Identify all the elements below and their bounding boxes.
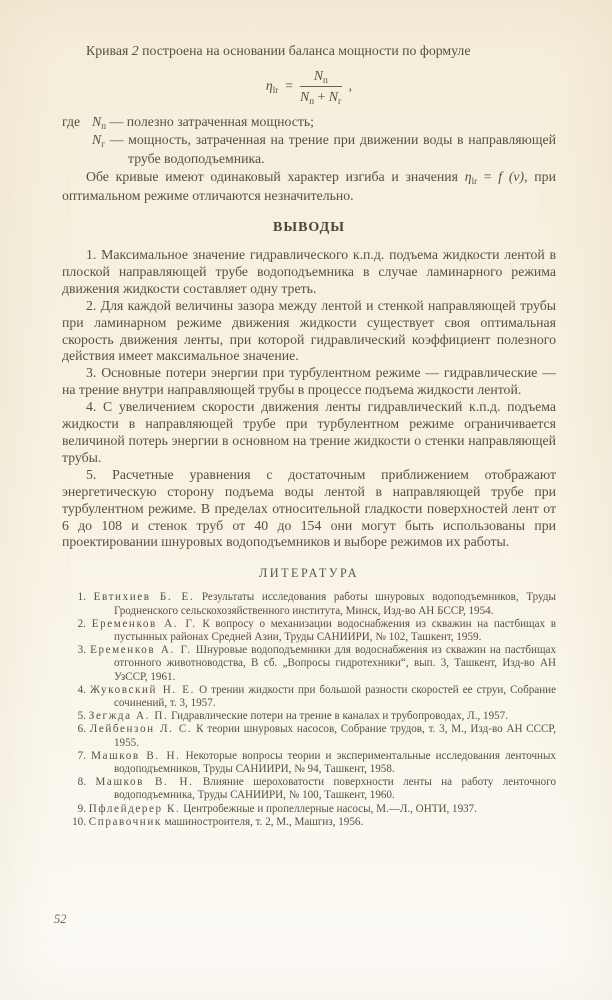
fraction [300, 68, 342, 105]
ref-number: 6. [77, 723, 86, 736]
ref-text: Гидравлические потери на трение в каналах и трубопроводах, Л., 1957. [171, 710, 508, 723]
reference-item [62, 776, 556, 802]
conclusion-item: 1. Максимальное значение гидравлического к.п.д. подъема жидкости лентой в плоской направляющей трубе водоподъемника в случае ламинарного режима движения жидкости составляет одну треть. [62, 247, 556, 296]
ref-author: Справочник [88, 815, 162, 828]
reference-item [62, 644, 556, 684]
intro-post: построена на основании баланса мощности по формуле [142, 43, 471, 58]
reference-item [62, 710, 556, 723]
reference-item [62, 816, 556, 829]
conclusion-item: 4. С увеличением скорости движения ленты гидравлический к.п.д. подъема жидкости в направляющей трубе при турбулентном режиме ограничивается величиной потерь энергии в основном на трение жидкости о стенки направляющей трубы. [62, 399, 556, 465]
closing-pre: Обе кривые имеют одинаковый характер изгиба и значения [86, 169, 459, 184]
ref-number: 8. [77, 776, 86, 789]
references-heading: ЛИТЕРАТУРА [259, 566, 359, 581]
intro-paragraph [62, 42, 556, 61]
ref-number: 1. [77, 591, 86, 604]
page-content [62, 42, 556, 829]
ref-author: Машков В. Н. [95, 776, 194, 789]
reference-item [62, 723, 556, 749]
reference-item [62, 750, 556, 776]
ref-author: Жуковский Н. Е. [90, 683, 196, 696]
equals-sign: = [285, 78, 294, 93]
closing-paragraph [62, 168, 556, 205]
efficiency-symbol: $\eta_{lr}$ [265, 78, 279, 95]
ref-number: 3. [77, 644, 86, 657]
fraction-denominator: $N_п + N_г$ [300, 88, 342, 106]
definitions-list [92, 113, 556, 169]
ref-author: Евтихиев Б. Е. [93, 591, 195, 604]
ref-text: К теории шнуровых насосов, Собрание трудов, т. 3, М., Изд-во АН СССР, 1955. [114, 723, 556, 749]
definition-np: $N_п$ — полезно затраченная мощность; [92, 113, 314, 131]
ref-author: Зегжда А. П. [88, 710, 169, 723]
ref-text: Шнуровые водоподъемники для водоснабжения из скважин на пастбищах отгонного животноводства, В сб. „Вопросы гидротехники“, вып. 3, Ташкент, Изд-во АН УзССР, 1961. [114, 644, 557, 683]
ref-number: 5. [77, 710, 86, 723]
ref-author: Машков В. Н. [91, 749, 181, 762]
ref-text: Влияние шероховатости поверхности ленты на работу ленточного водоподъемника, Труды САНИИРИ, № 100, Ташкент, 1960. [114, 776, 556, 802]
conclusion-item: 3. Основные потери энергии при турбулентном режиме — гидравлические — на трение внутри направляющей трубы в процессе подъема жидкости лентой. [62, 365, 556, 398]
ref-number: 7. [77, 749, 86, 762]
intro-pre: Кривая [86, 43, 129, 58]
where-block [62, 113, 556, 169]
closing-post: , при оптимальном режиме отличаются незначительно. [62, 169, 556, 203]
page-number: 52 [54, 912, 67, 926]
ref-number: 2. [77, 617, 86, 630]
conclusions-heading: ВЫВОДЫ [273, 220, 345, 235]
curve-number: 2 [131, 43, 139, 58]
reference-item [62, 803, 556, 816]
reference-item [62, 618, 556, 644]
function-of-v: f (v) [498, 169, 525, 184]
fraction-numerator: $N_п$ [300, 68, 342, 87]
ref-number: 9. [77, 802, 86, 815]
ref-author: Еременков А. Г. [91, 617, 197, 630]
ref-text: Некоторые вопросы теории и экспериментальные исследования ленточных водоподъемников, Труды САНИИРИ, № 94, Ташкент, 1958. [114, 749, 556, 775]
ref-number: 4. [77, 683, 86, 696]
conclusion-item: 5. Расчетные уравнения с достаточным приближением отображают энергетическую сторону подъема воды лентой в направляющей трубе при турбулентном режиме. В пределах относительной гладкости поверхностей лент от 6 до 108 и стенок труб от 40 до 154 они могут быть использованы при проектировании шнуровых водоподъемников и выборе режимов их работы. [62, 466, 556, 550]
ref-author: Пфлейдерер К. [88, 802, 181, 815]
closing-equals: = [483, 169, 492, 184]
conclusion-item: 2. Для каждой величины зазора между лентой и стенкой направляющей трубы при ламинарном режиме движения жидкости существует своя оптимальная скорость движения ленты, при которой гидравлический коэффициент полезного действия имеет максимальное значение. [62, 297, 556, 364]
ref-text: Центробежные и пропеллерные насосы, М.—Л., ОНТИ, 1937. [183, 802, 478, 815]
conclusions-list [62, 247, 556, 551]
ref-text: машиностроителя, т. 2, М., Машгиз, 1956. [164, 815, 364, 828]
ref-text: О трении жидкости при большой разности скоростей ее струи, Собрание сочинений, т. 3, 1957. [114, 683, 556, 709]
reference-item [62, 591, 556, 617]
ref-author: Лейбензон Л. С. [89, 723, 193, 736]
closing-symbol: $\eta_{lr}$ [464, 169, 478, 186]
ref-text: К вопросу о механизации водоснабжения из скважин на пастбищах в пустынных районах Средней Азии, Труды САНИИРИ, № 102, Ташкент, 1959. [114, 617, 556, 643]
ref-author: Еременков А. Г. [90, 644, 192, 657]
formula [62, 68, 556, 105]
where-label: где [62, 113, 81, 129]
ref-number: 10. [72, 815, 86, 828]
references-list [62, 591, 556, 829]
ref-text: Результаты исследования работы шнуровых водоподъемников, Труды Гродненского сельскохозяйственного института, Минск, Изд-во АН БССР, 1954. [114, 591, 556, 617]
definition-ng: $N_г$ — мощность, затраченная на трение при движении воды в направляющей трубе водоподъемника. [92, 132, 556, 166]
formula-comma: , [348, 78, 353, 93]
reference-item [62, 684, 556, 710]
